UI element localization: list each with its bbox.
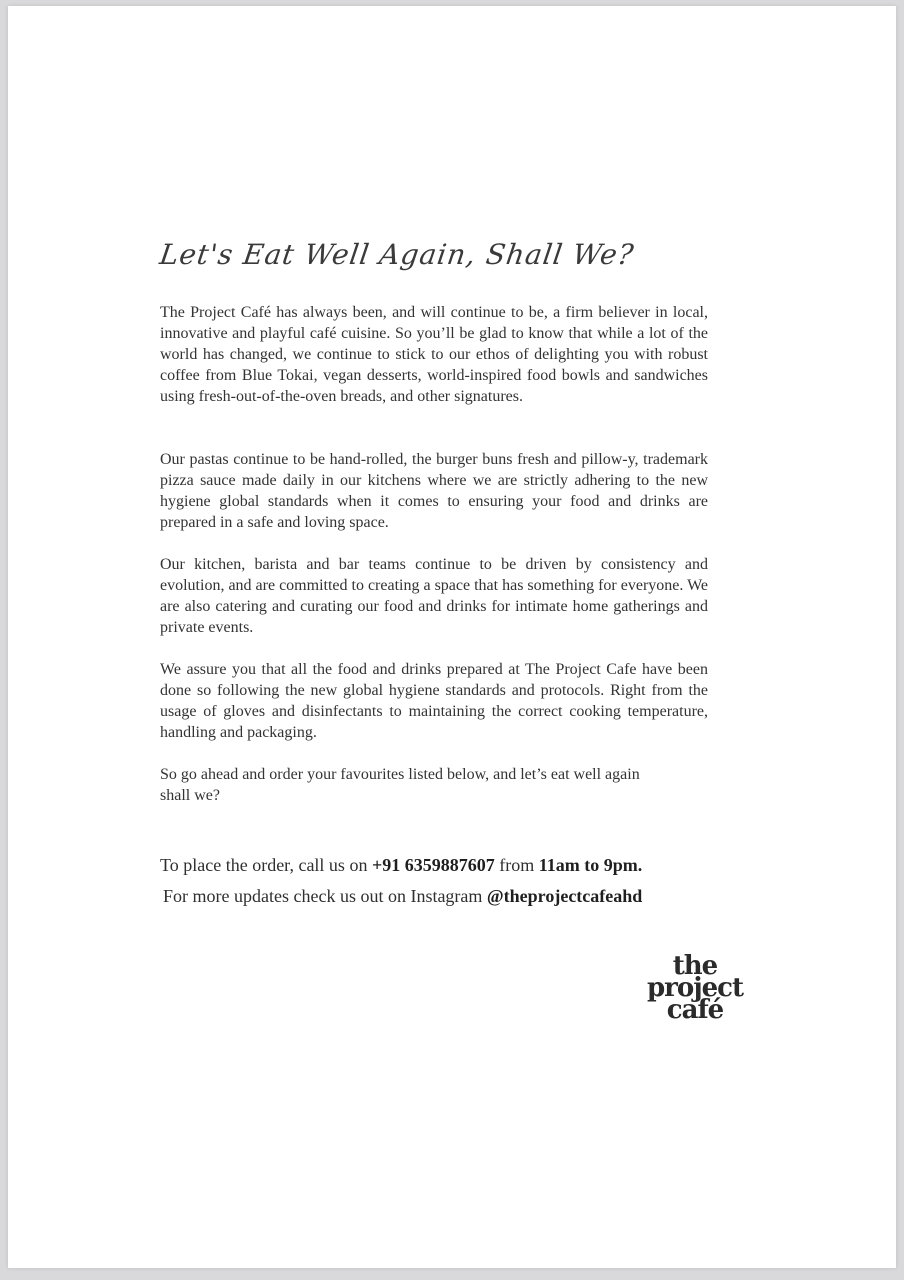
paragraph-order-invite: So go ahead and order your favourites listed below, and let’s eat well again shall we? (160, 766, 640, 804)
paragraph-teams: Our kitchen, barista and bar teams continue to be driven by consistency and evolution, and are committed to creating a space that has something for everyone. We are also catering and curating our food and drinks for intimate home gatherings and private events. (160, 556, 709, 636)
logo-line-the: the (672, 951, 718, 981)
instagram-prefix: For more updates check us out on Instagram (163, 886, 487, 906)
instagram-handle[interactable]: @theprojectcafeahd (486, 886, 643, 906)
logo-line-cafe: café (666, 995, 724, 1025)
page-heading: Let's Eat Well Again, Shall We? (157, 238, 637, 271)
paragraph-hygiene: We assure you that all the food and drinks prepared at The Project Cafe have been done so following the new global hygiene standards and protocols. Right from the usage of gloves and disinfectants to maintaining the correct cooking temperature, handling and packaging. (160, 661, 708, 741)
order-hours: 11am to 9pm. (538, 855, 643, 875)
order-info (160, 855, 642, 876)
order-prefix: To place the order, call us on (160, 855, 372, 875)
order-middle: from (494, 855, 539, 875)
paragraph-pastas: Our pastas continue to be hand-rolled, the burger buns fresh and pillow-y, trademark pizza sauce made daily in our kitchens where we are strictly adhering to the new hygiene global standards when it comes to ensuring your food and drinks are prepared in a safe and loving space. (160, 451, 708, 531)
cafe-logo (640, 951, 750, 1025)
phone-number[interactable]: +91 6359887607 (371, 855, 495, 875)
paragraph-intro: The Project Café has always been, and will continue to be, a firm believer in local, innovative and playful café cuisine. So you’ll be glad to know that while a lot of the world has changed, we continue to stick to our ethos of delighting you with robust coffee from Blue Tokai, vegan desserts, world-inspired food bowls and sandwiches using fresh-out-of-the-oven breads, and other signatures. (160, 304, 708, 405)
instagram-info (163, 886, 642, 907)
logo-line-project: project (646, 973, 743, 1003)
